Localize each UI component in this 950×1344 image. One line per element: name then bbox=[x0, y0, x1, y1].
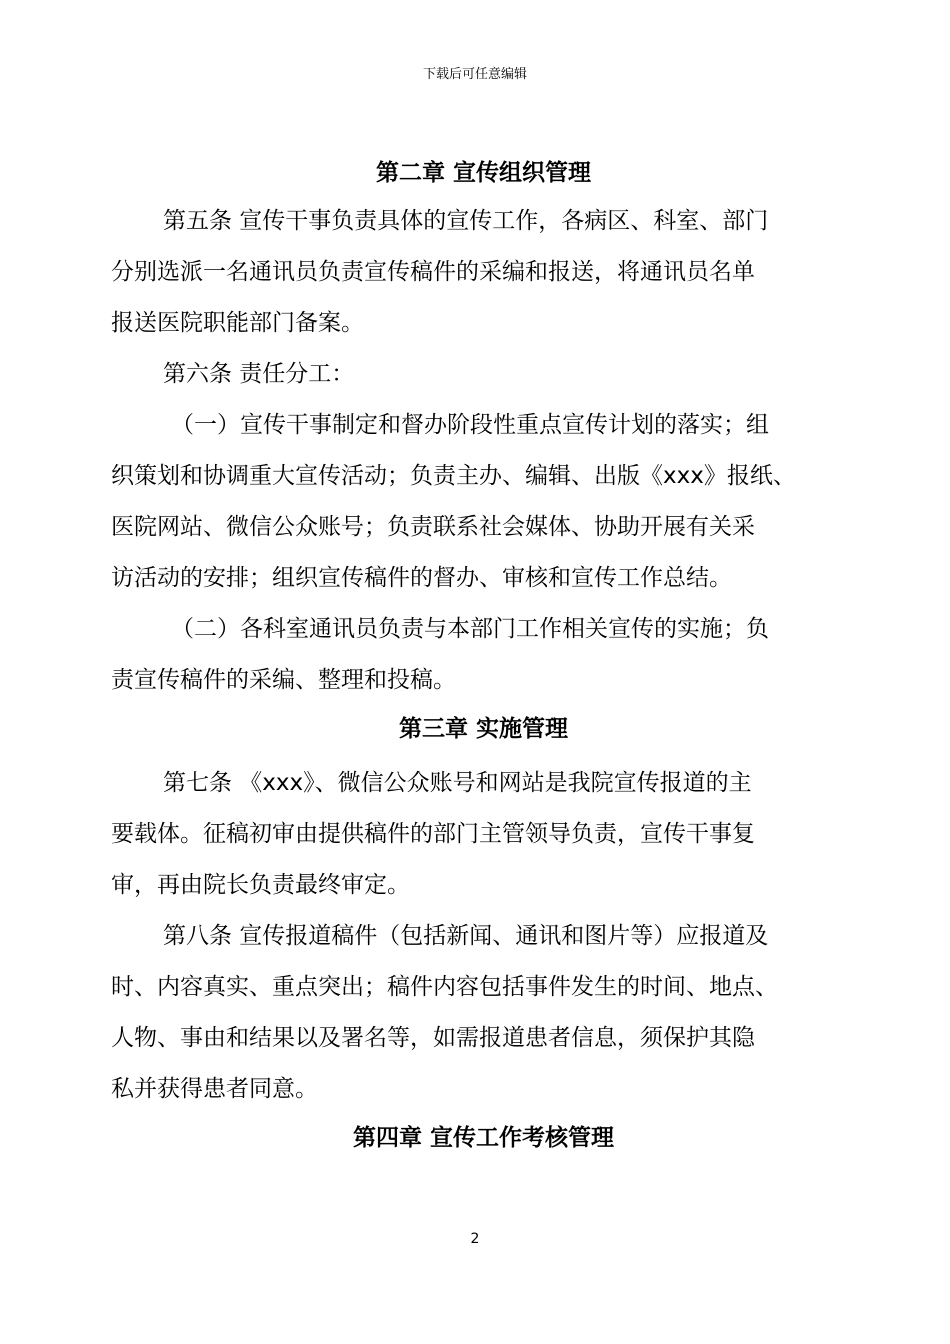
article-8-line: 时、内容真实、重点突出；稿件内容包括事件发生的时间、地点、 bbox=[111, 974, 778, 1000]
chapter-3-title: 第三章 实施管理 bbox=[398, 716, 568, 742]
article-7 bbox=[111, 758, 856, 911]
article-8-line: 人物、事由和结果以及署名等，如需报道患者信息，须保护其隐 bbox=[111, 1025, 755, 1051]
article-6-item-2 bbox=[111, 604, 856, 706]
item-1-line: 医院网站、微信公众账号；负责联系社会媒体、协助开展有关采 bbox=[111, 514, 755, 540]
article-5 bbox=[111, 196, 856, 349]
article-5-line: 分别选派一名通讯员负责宣传稿件的采编和报送，将通讯员名单 bbox=[111, 259, 755, 285]
article-5-line: 第五条 宣传干事负责具体的宣传工作，各病区、科室、部门 bbox=[163, 208, 769, 234]
document-body bbox=[111, 150, 856, 1167]
chapter-2-title: 第二章 宣传组织管理 bbox=[375, 160, 591, 186]
article-5-line: 报送医院职能部门备案。 bbox=[111, 310, 364, 336]
page-header: 下载后可任意编辑 bbox=[422, 67, 527, 82]
article-6-item-1 bbox=[111, 400, 856, 604]
article-6 bbox=[111, 349, 856, 400]
article-7-line: 第七条 《xxx》、微信公众账号和网站是我院宣传报道的主 bbox=[163, 770, 752, 796]
article-8 bbox=[111, 911, 856, 1115]
item-2-line: （二）各科室通讯员负责与本部门工作相关宣传的实施；负 bbox=[171, 616, 769, 642]
item-1-line: （一）宣传干事制定和督办阶段性重点宣传计划的落实；组 bbox=[171, 412, 769, 438]
chapter-4-title: 第四章 宣传工作考核管理 bbox=[352, 1125, 614, 1151]
article-7-line: 要载体。征稿初审由提供稿件的部门主管领导负责，宣传干事复 bbox=[111, 821, 755, 847]
item-1-line: 访活动的安排；组织宣传稿件的督办、审核和宣传工作总结。 bbox=[111, 565, 732, 591]
item-1-line: 织策划和协调重大宣传活动；负责主办、编辑、出版《xxx》报纸、 bbox=[111, 463, 796, 489]
item-2-line: 责宣传稿件的采编、整理和投稿。 bbox=[111, 667, 456, 693]
article-6-line: 第六条 责任分工： bbox=[163, 361, 355, 387]
article-8-line: 私并获得患者同意。 bbox=[111, 1076, 318, 1102]
page-number: 2 bbox=[470, 1231, 480, 1247]
article-8-line: 第八条 宣传报道稿件（包括新闻、通讯和图片等）应报道及 bbox=[163, 923, 769, 949]
article-7-line: 审，再由院长负责最终审定。 bbox=[111, 872, 410, 898]
